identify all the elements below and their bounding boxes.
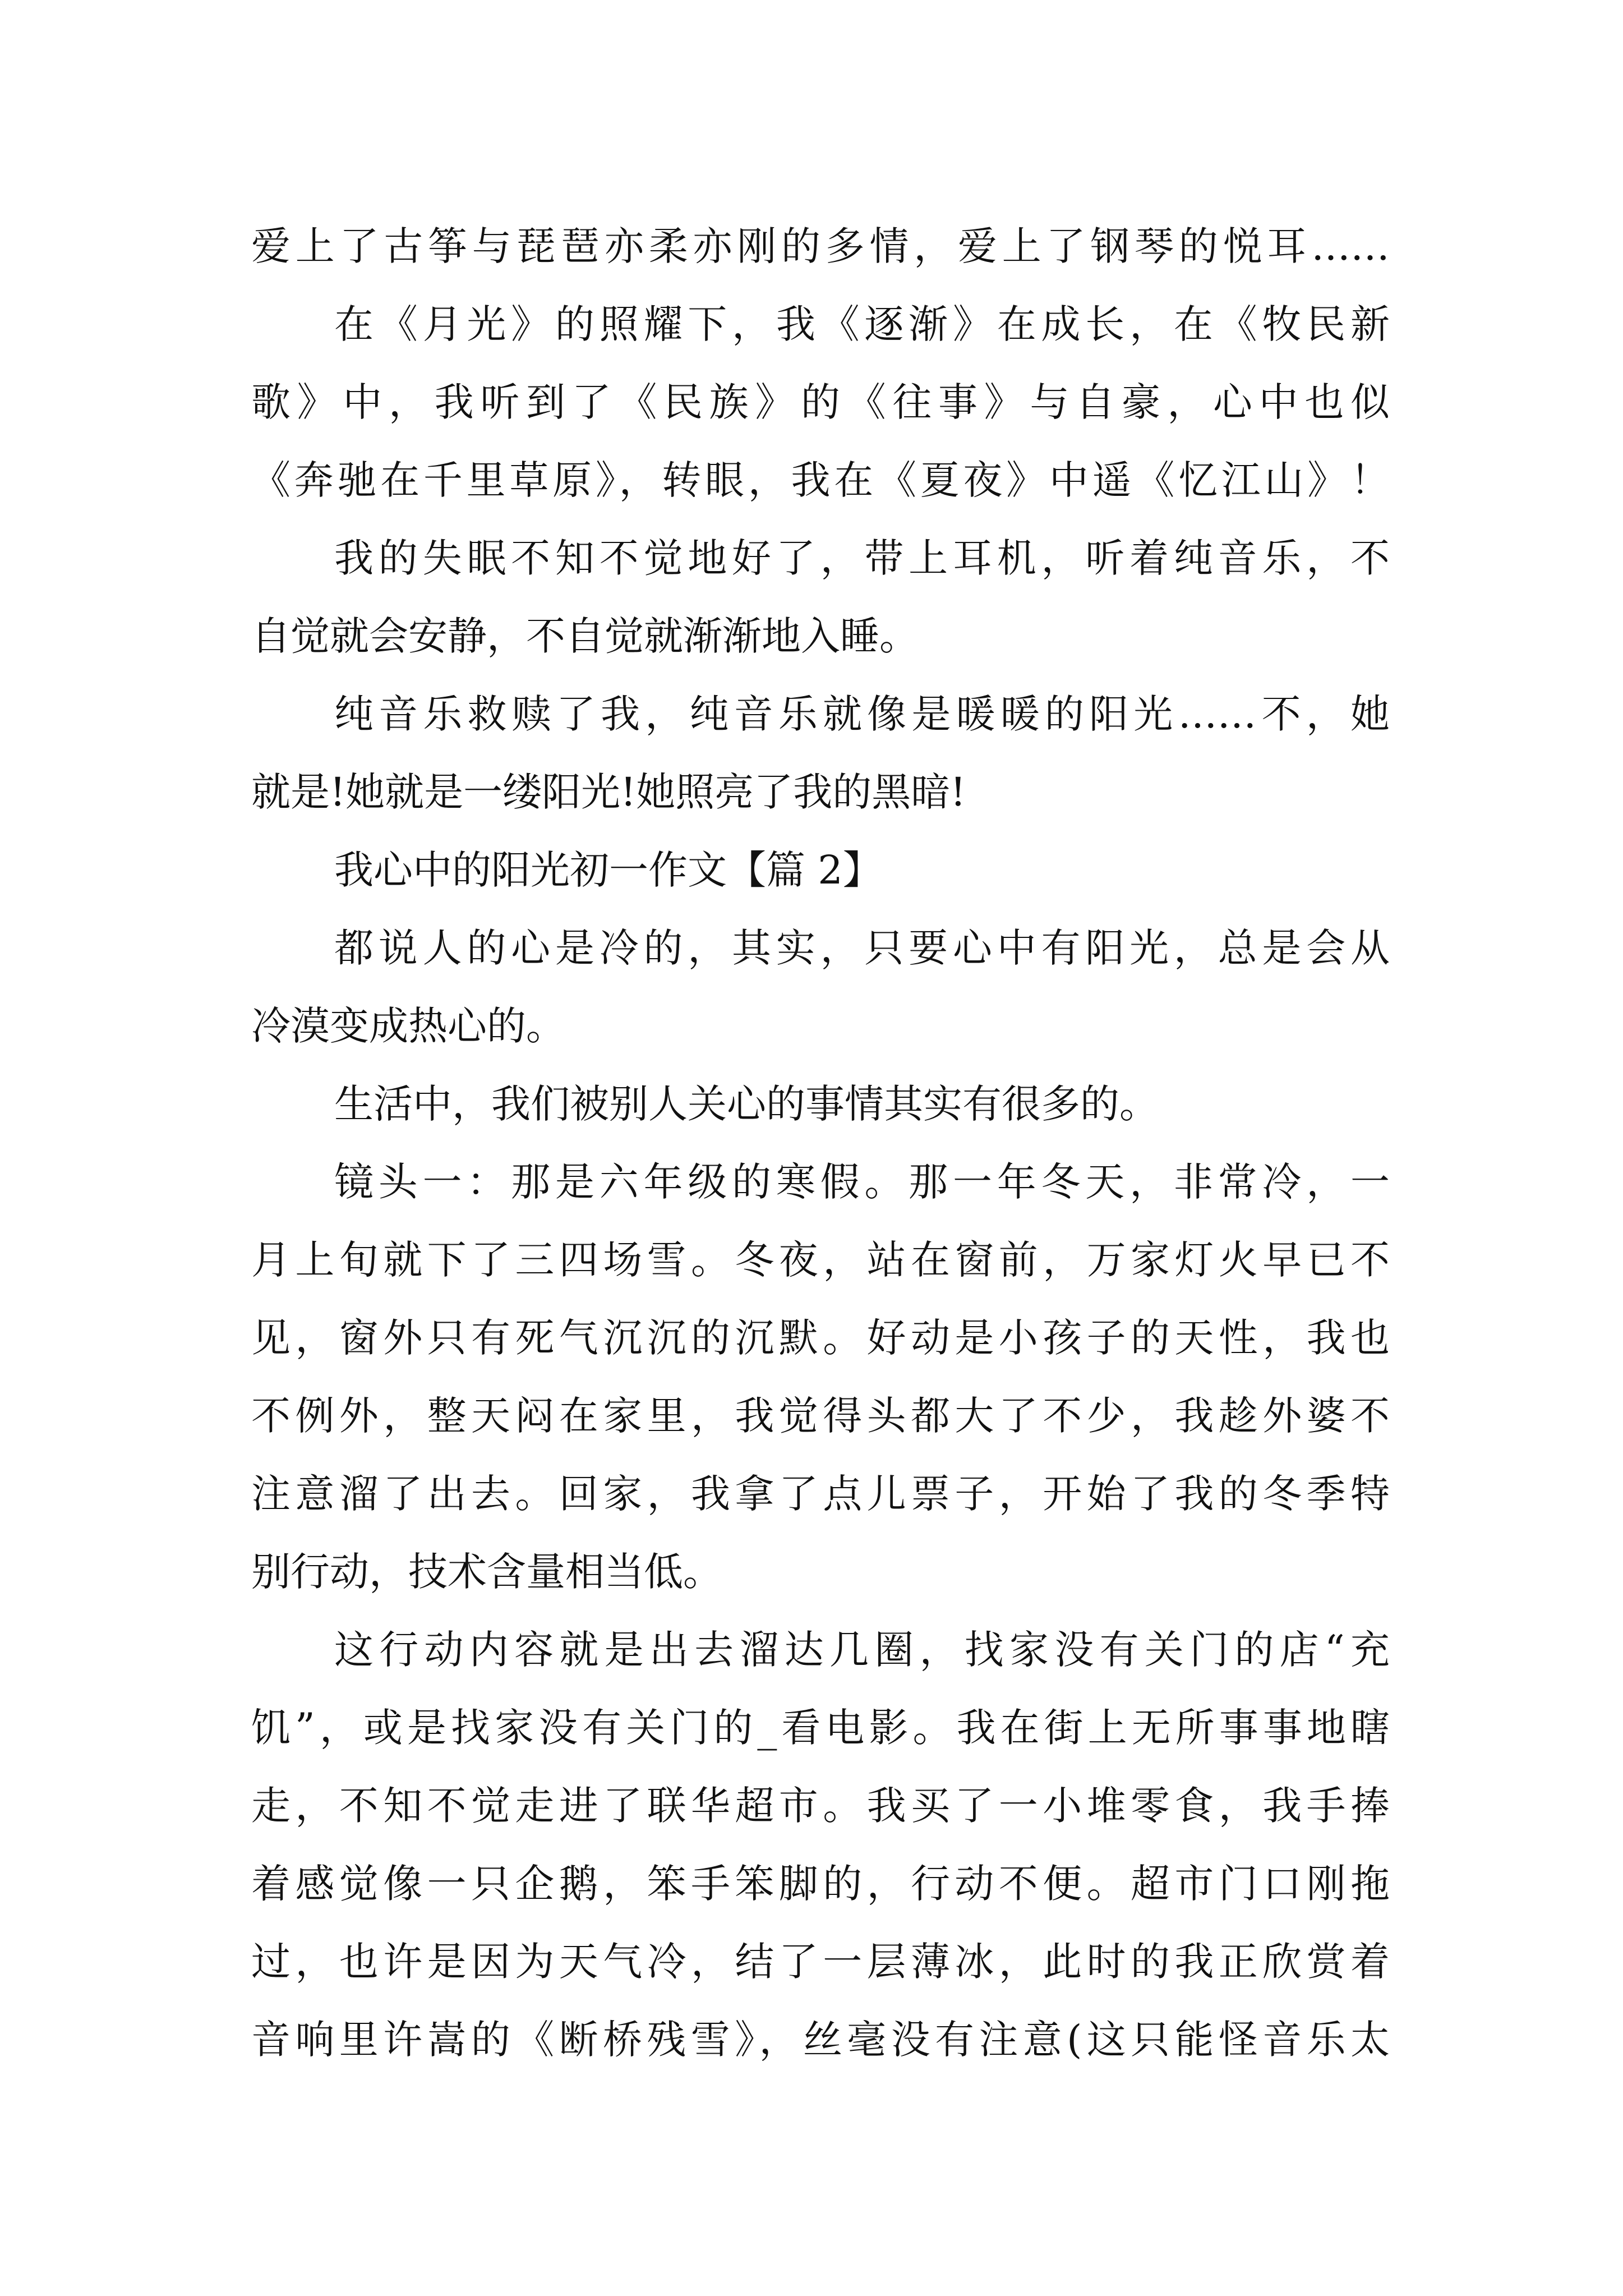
paragraph-start-line: 我的失眠不知不觉地好了，带上耳机，听着纯音乐，不 bbox=[334, 535, 1390, 581]
text-line: 别行动，技术含量相当低。 bbox=[251, 1549, 722, 1595]
text-line: 歌》中，我听到了《民族》的《往事》与自豪，心中也似 bbox=[251, 379, 1390, 425]
essay-body bbox=[251, 208, 1390, 2079]
text-line: 爱上了古筝与琵琶亦柔亦刚的多情，爱上了钢琴的悦耳…… bbox=[251, 223, 1390, 269]
paragraph-start-line: 纯音乐救赎了我，纯音乐就像是暖暖的阳光……不，她 bbox=[334, 691, 1390, 737]
text-line: 不例外，整天闷在家里，我觉得头都大了不少，我趁外婆不 bbox=[251, 1393, 1390, 1439]
paragraph-start-line: 这行动内容就是出去溜达几圈，找家没有关门的店“充 bbox=[334, 1627, 1390, 1673]
text-line: 月上旬就下了三四场雪。冬夜，站在窗前，万家灯火早已不 bbox=[251, 1237, 1390, 1283]
paragraph-start-line: 生活中，我们被别人关心的事情其实有很多的。 bbox=[334, 1081, 1159, 1127]
section-heading: 我心中的阳光初一作文【篇 2】 bbox=[334, 847, 882, 893]
paragraph-start-line: 镜头一：那是六年级的寒假。那一年冬天，非常冷，一 bbox=[334, 1159, 1390, 1205]
text-line: 见，窗外只有死气沉沉的沉默。好动是小孩子的天性，我也 bbox=[251, 1315, 1390, 1361]
text-line: 过，也许是因为天气冷，结了一层薄冰，此时的我正欣赏着 bbox=[251, 1939, 1390, 1985]
text-line: 饥”，或是找家没有关门的_看电影。我在街上无所事事地瞎 bbox=[251, 1705, 1390, 1751]
text-line: 走，不知不觉走进了联华超市。我买了一小堆零食，我手捧 bbox=[251, 1783, 1390, 1829]
text-line: 就是!她就是一缕阳光!她照亮了我的黑暗! bbox=[251, 769, 966, 815]
text-line: 注意溜了出去。回家，我拿了点儿票子，开始了我的冬季特 bbox=[251, 1471, 1390, 1517]
text-line: 冷漠变成热心的。 bbox=[251, 1003, 565, 1049]
text-line: 着感觉像一只企鹅，笨手笨脚的，行动不便。超市门口刚拖 bbox=[251, 1861, 1390, 1907]
paragraph-start-line: 在《月光》的照耀下，我《逐渐》在成长，在《牧民新 bbox=[334, 301, 1390, 347]
paragraph-start-line: 都说人的心是冷的，其实，只要心中有阳光，总是会从 bbox=[334, 925, 1390, 971]
text-line: 自觉就会安静，不自觉就渐渐地入睡。 bbox=[251, 613, 919, 659]
text-line: 《奔驰在千里草原》，转眼，我在《夏夜》中遥《忆江山》！ bbox=[251, 457, 1390, 503]
text-line: 音响里许嵩的《断桥残雪》，丝毫没有注意(这只能怪音乐太 bbox=[251, 2017, 1390, 2063]
